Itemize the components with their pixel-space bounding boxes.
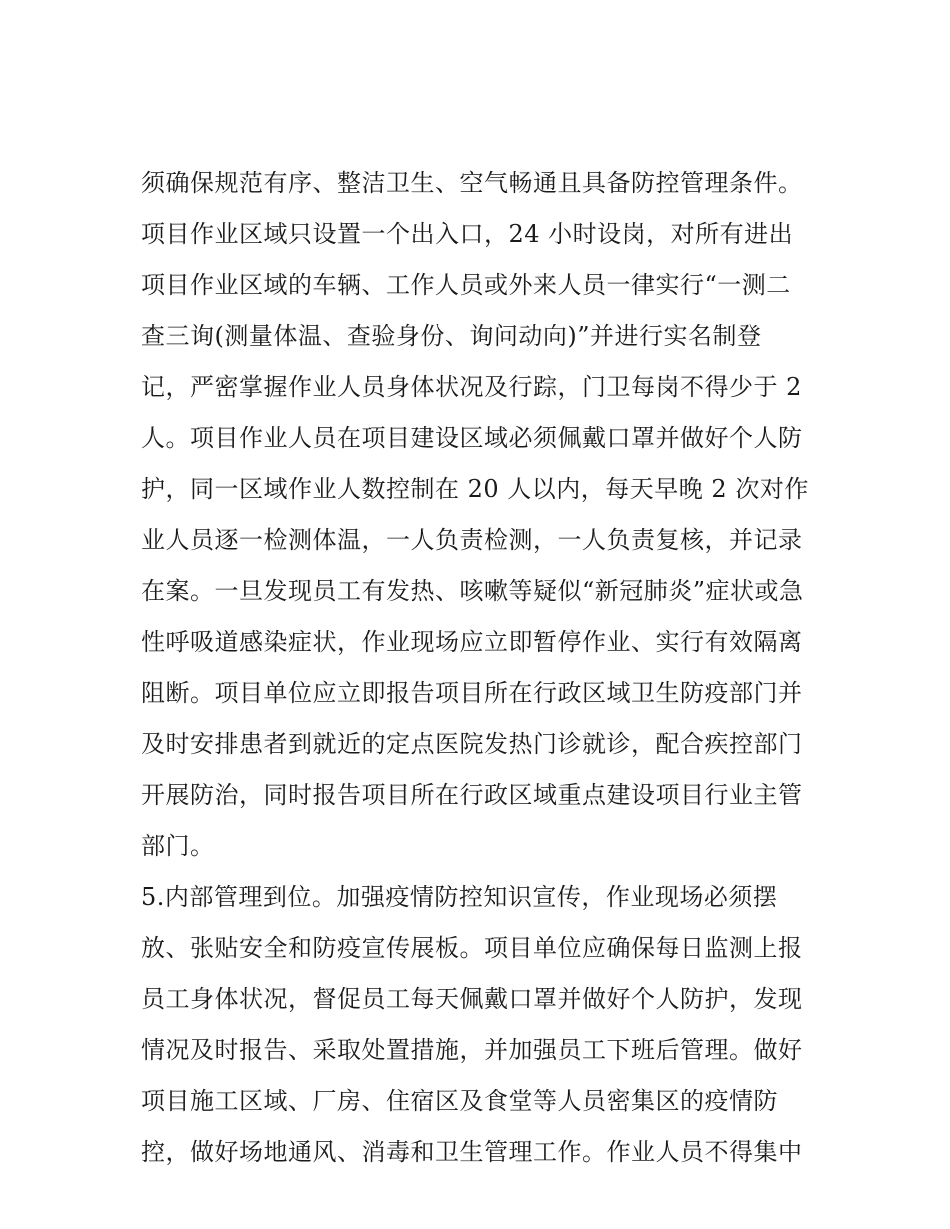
text-line: 性呼吸道感染症状，作业现场应立即暂停作业、实行有效隔离 bbox=[141, 628, 803, 656]
text-line: 控，做好场地通风、消毒和卫生管理工作。作业人员不得集中 bbox=[141, 1138, 803, 1166]
text-line: 护，同一区域作业人数控制在 20 人以内，每天早晚 2 次对作 bbox=[141, 475, 809, 503]
section-heading-line: 5.内部管理到位。加强疫情防控知识宣传，作业现场必须摆 bbox=[141, 883, 778, 911]
text-line: 阻断。项目单位应立即报告项目所在行政区域卫生防疫部门并 bbox=[141, 679, 803, 707]
text-line: 查三询(测量体温、查验身份、询问动向)”并进行实名制登 bbox=[141, 322, 762, 350]
text-line: 在案。一旦发现员工有发热、咳嗽等疑似“新冠肺炎”症状或急 bbox=[141, 577, 804, 605]
text-line: 记，严密掌握作业人员身体状况及行踪，门卫每岗不得少于 2 bbox=[141, 373, 802, 401]
text-line: 部门。 bbox=[141, 832, 215, 860]
text-line: 项目作业区域的车辆、工作人员或外来人员一律实行“一测二 bbox=[141, 271, 791, 299]
document-body bbox=[141, 158, 821, 1178]
text-line: 开展防治，同时报告项目所在行政区域重点建设项目行业主管 bbox=[141, 781, 803, 809]
text-line: 须确保规范有序、整洁卫生、空气畅通且具备防控管理条件。 bbox=[141, 169, 803, 197]
text-line: 员工身体状况，督促员工每天佩戴口罩并做好个人防护，发现 bbox=[141, 985, 803, 1013]
text-line: 放、张贴安全和防疫宣传展板。项目单位应确保每日监测上报 bbox=[141, 934, 803, 962]
text-line: 情况及时报告、采取处置措施，并加强员工下班后管理。做好 bbox=[141, 1036, 803, 1064]
text-line: 项目施工区域、厂房、住宿区及食堂等人员密集区的疫情防 bbox=[141, 1087, 778, 1115]
text-line: 人。项目作业人员在项目建设区域必须佩戴口罩并做好个人防 bbox=[141, 424, 803, 452]
text-line: 及时安排患者到就近的定点医院发热门诊就诊，配合疾控部门 bbox=[141, 730, 803, 758]
text-line: 业人员逐一检测体温，一人负责检测，一人负责复核，并记录 bbox=[141, 526, 803, 554]
text-line: 项目作业区域只设置一个出入口，24 小时设岗，对所有进出 bbox=[141, 220, 794, 248]
